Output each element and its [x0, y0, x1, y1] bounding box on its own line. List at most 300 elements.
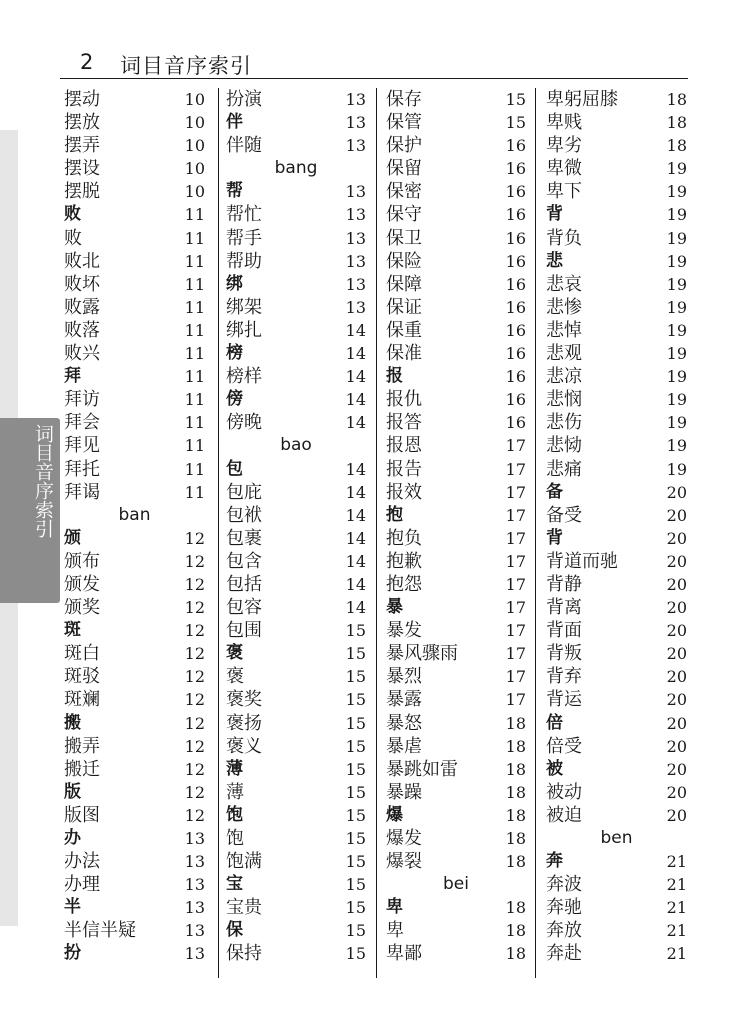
page-ref: 13	[345, 205, 366, 225]
entry-term: 卑鄙	[386, 943, 422, 965]
pinyin-label: bao	[280, 435, 312, 456]
page-ref: 21	[666, 875, 687, 895]
index-entry-row	[64, 388, 205, 411]
index-headword-row	[226, 642, 366, 665]
headword: 倍	[546, 712, 563, 733]
page-ref: 11	[184, 482, 205, 502]
page-ref: 15	[345, 690, 366, 710]
page-ref: 11	[184, 367, 205, 387]
pinyin-heading	[546, 827, 687, 850]
index-headword-row	[546, 527, 687, 550]
page-ref: 19	[666, 205, 687, 225]
headword: 背	[546, 527, 563, 548]
page-ref: 18	[666, 113, 687, 133]
index-entry-row	[64, 458, 205, 481]
page-ref: 17	[505, 644, 526, 664]
page-ref: 12	[184, 644, 205, 664]
entry-term: 败露	[64, 296, 100, 318]
page-ref: 15	[345, 759, 366, 779]
entry-term: 拜见	[64, 435, 100, 457]
entry-term: 报恩	[386, 435, 422, 457]
entry-term: 保重	[386, 319, 422, 341]
index-entry-row	[226, 827, 366, 850]
entry-term: 摆弄	[64, 135, 100, 157]
index-entry-row	[546, 573, 687, 596]
index-headword-row	[546, 203, 687, 226]
index-entry-row	[546, 434, 687, 457]
page-ref: 19	[666, 367, 687, 387]
page-ref: 15	[345, 921, 366, 941]
page-ref: 20	[666, 736, 687, 756]
entry-term: 悲悼	[546, 319, 582, 341]
entry-term: 榜样	[226, 366, 262, 388]
index-entry-row	[386, 758, 526, 781]
page-ref: 17	[505, 621, 526, 641]
page-ref: 15	[345, 805, 366, 825]
index-headword-row	[386, 896, 526, 919]
page-ref: 14	[345, 367, 366, 387]
index-column-4	[546, 88, 687, 966]
page-ref: 15	[505, 90, 526, 109]
index-column-3	[386, 88, 526, 966]
index-headword-row	[64, 365, 205, 388]
page-ref: 21	[666, 921, 687, 941]
page-ref: 14	[345, 551, 366, 571]
index-headword-row	[226, 873, 366, 896]
entry-term: 扮演	[226, 89, 262, 110]
page-ref: 20	[666, 690, 687, 710]
page-ref: 14	[345, 390, 366, 410]
entry-term: 被迫	[546, 804, 582, 826]
index-column-2	[226, 88, 366, 966]
entry-term: 暴发	[386, 620, 422, 642]
index-entry-row	[226, 712, 366, 735]
entry-term: 暴风骤雨	[386, 643, 458, 665]
index-entry-row	[64, 434, 205, 457]
entry-term: 卑微	[546, 158, 582, 180]
index-entry-row	[226, 688, 366, 711]
index-entry-row	[386, 527, 526, 550]
entry-term: 暴跳如雷	[386, 758, 458, 780]
page-ref: 17	[505, 436, 526, 456]
index-entry-row	[64, 804, 205, 827]
index-entry-row	[226, 573, 366, 596]
entry-term: 背运	[546, 689, 582, 711]
entry-term: 保管	[386, 112, 422, 134]
side-tab-label: 词目音序索引	[32, 424, 54, 538]
page-ref: 14	[345, 528, 366, 548]
index-entry-row	[64, 111, 205, 134]
entry-term: 抱负	[386, 527, 422, 549]
page-ref: 15	[345, 782, 366, 802]
header-rule	[60, 78, 688, 79]
page-ref: 15	[505, 113, 526, 133]
entry-term: 摆脱	[64, 181, 100, 203]
headword: 颁	[64, 527, 81, 548]
index-entry-row	[546, 781, 687, 804]
entry-term: 暴露	[386, 689, 422, 711]
entry-term: 搬迁	[64, 758, 100, 780]
index-entry-row	[386, 227, 526, 250]
entry-term: 搬弄	[64, 735, 100, 757]
page-ref: 19	[666, 344, 687, 364]
index-headword-row	[226, 458, 366, 481]
index-entry-row	[386, 250, 526, 273]
page-ref: 14	[345, 413, 366, 433]
index-entry-row	[546, 365, 687, 388]
page-ref: 11	[184, 436, 205, 456]
headword: 悲	[546, 250, 563, 271]
index-entry-row	[386, 203, 526, 226]
index-headword-row	[546, 250, 687, 273]
page-ref: 12	[184, 598, 205, 618]
page-ref: 19	[666, 459, 687, 479]
headword: 抱	[386, 504, 403, 525]
index-headword-row	[64, 942, 205, 965]
index-entry-row	[386, 481, 526, 504]
headword: 拜	[64, 366, 81, 387]
entry-term: 斑白	[64, 643, 100, 665]
entry-term: 包庇	[226, 481, 262, 503]
page-ref: 13	[184, 944, 205, 964]
entry-term: 版图	[64, 804, 100, 826]
page-ref: 16	[505, 205, 526, 225]
column-divider	[535, 88, 536, 978]
entry-term: 保证	[386, 296, 422, 318]
page-ref: 16	[505, 344, 526, 364]
page-ref: 18	[666, 90, 687, 109]
index-entry-row	[546, 458, 687, 481]
entry-term: 颁布	[64, 550, 100, 572]
entry-term: 保险	[386, 250, 422, 272]
page-ref: 11	[184, 459, 205, 479]
entry-term: 帮忙	[226, 204, 262, 226]
entry-term: 背离	[546, 597, 582, 619]
page-ref: 13	[345, 182, 366, 202]
page-ref: 15	[345, 736, 366, 756]
pinyin-label: bei	[443, 874, 469, 895]
entry-term: 包围	[226, 620, 262, 642]
headword: 办	[64, 828, 81, 848]
page-ref: 14	[345, 482, 366, 502]
index-headword-row	[226, 273, 366, 296]
index-entry-row	[386, 88, 526, 111]
index-headword-row	[546, 712, 687, 735]
headword: 宝	[226, 874, 243, 895]
entry-term: 抱歉	[386, 550, 422, 572]
entry-term: 暴躁	[386, 781, 422, 803]
page-ref: 14	[345, 574, 366, 594]
page-ref: 16	[505, 136, 526, 156]
entry-term: 背负	[546, 227, 582, 249]
page-ref: 17	[505, 598, 526, 618]
index-entry-row	[64, 596, 205, 619]
index-entry-row	[64, 688, 205, 711]
entry-term: 拜谒	[64, 481, 100, 503]
entry-term: 悲恸	[546, 435, 582, 457]
page-ref: 15	[345, 621, 366, 641]
index-entry-row	[546, 227, 687, 250]
page-ref: 17	[505, 551, 526, 571]
index-entry-row	[386, 296, 526, 319]
page-ref: 20	[666, 528, 687, 548]
headword: 搬	[64, 712, 81, 733]
entry-term: 颁奖	[64, 597, 100, 619]
headword: 保	[226, 920, 243, 941]
entry-term: 斑斓	[64, 689, 100, 711]
index-entry-row	[546, 319, 687, 342]
page-ref: 11	[184, 390, 205, 410]
entry-term: 报答	[386, 412, 422, 434]
index-entry-row	[64, 134, 205, 157]
page-ref: 17	[505, 459, 526, 479]
entry-term: 薄	[226, 781, 244, 803]
page-ref: 11	[184, 344, 205, 364]
entry-term: 半信半疑	[64, 920, 136, 942]
page-ref: 11	[184, 205, 205, 225]
index-entry-row	[226, 250, 366, 273]
headword: 斑	[64, 620, 81, 641]
entry-term: 背面	[546, 620, 582, 642]
index-entry-row	[226, 319, 366, 342]
page-ref: 13	[345, 90, 366, 109]
page-ref: 14	[345, 344, 366, 364]
index-entry-row	[546, 873, 687, 896]
page-ref: 17	[505, 574, 526, 594]
index-headword-row	[226, 804, 366, 827]
index-headword-row	[64, 619, 205, 642]
page-ref: 16	[505, 367, 526, 387]
entry-term: 败坏	[64, 273, 100, 295]
page-ref: 20	[666, 644, 687, 664]
index-headword-row	[546, 850, 687, 873]
index-entry-row	[226, 665, 366, 688]
entry-term: 保卫	[386, 227, 422, 249]
entry-term: 卑贱	[546, 112, 582, 134]
pinyin-heading	[64, 504, 205, 527]
index-column-1	[64, 88, 205, 966]
entry-term: 包容	[226, 597, 262, 619]
index-entry-row	[226, 942, 366, 965]
page-ref: 18	[505, 944, 526, 964]
entry-term: 卑劣	[546, 135, 582, 157]
entry-term: 拜访	[64, 389, 100, 411]
entry-term: 傍晚	[226, 412, 262, 434]
index-entry-row	[64, 180, 205, 203]
page-ref: 17	[505, 667, 526, 687]
index-headword-row	[226, 758, 366, 781]
index-entry-row	[64, 88, 205, 111]
index-entry-row	[226, 596, 366, 619]
entry-term: 颁发	[64, 573, 100, 595]
index-headword-row	[546, 758, 687, 781]
headword: 扮	[64, 943, 81, 964]
index-entry-row	[386, 550, 526, 573]
index-entry-row	[546, 619, 687, 642]
page-ref: 10	[184, 113, 205, 133]
entry-term: 悲悯	[546, 389, 582, 411]
page-ref: 20	[666, 713, 687, 733]
index-headword-row	[386, 365, 526, 388]
page-ref: 20	[666, 621, 687, 641]
index-entry-row	[226, 481, 366, 504]
page-ref: 18	[505, 921, 526, 941]
entry-term: 褒义	[226, 735, 262, 757]
index-headword-row	[226, 342, 366, 365]
page-ref: 16	[505, 274, 526, 294]
index-entry-row	[386, 134, 526, 157]
page-ref: 12	[184, 667, 205, 687]
page-ref: 11	[184, 297, 205, 317]
index-entry-row	[64, 411, 205, 434]
index-entry-row	[546, 388, 687, 411]
column-divider	[218, 88, 219, 978]
entry-term: 败兴	[64, 343, 100, 365]
headword: 卑	[386, 897, 403, 918]
headword: 报	[386, 366, 403, 387]
index-entry-row	[386, 388, 526, 411]
index-headword-row	[386, 596, 526, 619]
headword: 暴	[386, 597, 403, 618]
entry-term: 悲伤	[546, 412, 582, 434]
page-ref: 13	[345, 274, 366, 294]
column-divider	[376, 88, 377, 978]
entry-term: 备受	[546, 504, 582, 526]
page-ref: 16	[505, 390, 526, 410]
entry-term: 暴怒	[386, 712, 422, 734]
entry-term: 褒	[226, 666, 244, 688]
entry-term: 褒扬	[226, 712, 262, 734]
index-entry-row	[546, 88, 687, 111]
index-entry-row	[64, 319, 205, 342]
side-tab	[0, 418, 60, 603]
page-ref: 19	[666, 320, 687, 340]
page-ref: 20	[666, 598, 687, 618]
entry-term: 保护	[386, 135, 422, 157]
headword: 绑	[226, 273, 243, 294]
index-entry-row	[386, 273, 526, 296]
entry-term: 爆发	[386, 828, 422, 849]
index-entry-row	[386, 712, 526, 735]
entry-term: 报效	[386, 481, 422, 503]
page-ref: 10	[184, 136, 205, 156]
entry-term: 保障	[386, 273, 422, 295]
entry-term: 报仇	[386, 389, 422, 411]
page-ref: 15	[345, 944, 366, 964]
page-ref: 10	[184, 90, 205, 109]
page-ref: 12	[184, 759, 205, 779]
entry-term: 悲痛	[546, 458, 582, 480]
page-ref: 12	[184, 805, 205, 825]
page-ref: 17	[505, 505, 526, 525]
page-ref: 19	[666, 297, 687, 317]
page-ref: 13	[345, 228, 366, 248]
entry-term: 悲观	[546, 343, 582, 365]
entry-term: 摆放	[64, 112, 100, 134]
pinyin-label: bang	[274, 158, 318, 179]
entry-term: 背弃	[546, 666, 582, 688]
entry-term: 倍受	[546, 735, 582, 757]
headword: 奔	[546, 851, 563, 872]
index-entry-row	[64, 550, 205, 573]
page-ref: 11	[184, 228, 205, 248]
index-entry-row	[386, 180, 526, 203]
entry-term: 保守	[386, 204, 422, 226]
entry-term: 奔波	[546, 874, 582, 896]
page-ref: 13	[184, 921, 205, 941]
index-entry-row	[226, 88, 366, 111]
entry-term: 背叛	[546, 643, 582, 665]
page-ref: 15	[345, 644, 366, 664]
index-entry-row	[386, 411, 526, 434]
index-entry-row	[546, 596, 687, 619]
headword: 榜	[226, 343, 243, 364]
page-ref: 11	[184, 413, 205, 433]
headword: 薄	[226, 758, 243, 779]
headword: 备	[546, 481, 563, 502]
index-entry-row	[226, 504, 366, 527]
page-ref: 15	[345, 852, 366, 872]
headword: 包	[226, 458, 243, 479]
index-entry-row	[546, 896, 687, 919]
entry-term: 摆动	[64, 89, 100, 110]
index-entry-row	[226, 365, 366, 388]
page-ref: 18	[505, 852, 526, 872]
index-entry-row	[64, 227, 205, 250]
page-ref: 19	[666, 251, 687, 271]
index-headword-row	[64, 203, 205, 226]
headword: 饱	[226, 804, 243, 825]
index-entry-row	[386, 319, 526, 342]
page-ref: 18	[505, 713, 526, 733]
page-ref: 18	[505, 898, 526, 918]
entry-term: 绑架	[226, 296, 262, 318]
page-ref: 19	[666, 274, 687, 294]
entry-term: 帮助	[226, 250, 262, 272]
index-headword-row	[226, 388, 366, 411]
entry-term: 斑驳	[64, 666, 100, 688]
page-ref: 18	[505, 759, 526, 779]
page-ref: 12	[184, 621, 205, 641]
page-ref: 13	[345, 136, 366, 156]
page-ref: 13	[345, 297, 366, 317]
index-headword-row	[64, 896, 205, 919]
index-headword-row	[64, 827, 205, 850]
page-ref: 12	[184, 736, 205, 756]
pinyin-heading	[226, 434, 366, 457]
page-ref: 20	[666, 482, 687, 502]
index-entry-row	[386, 850, 526, 873]
headword: 爆	[386, 804, 403, 825]
index-entry-row	[546, 157, 687, 180]
index-entry-row	[64, 665, 205, 688]
index-entry-row	[546, 665, 687, 688]
page-ref: 12	[184, 690, 205, 710]
index-entry-row	[386, 827, 526, 850]
index-entry-row	[386, 642, 526, 665]
pinyin-label: ben	[600, 828, 633, 848]
entry-term: 摆设	[64, 158, 100, 180]
index-entry-row	[386, 157, 526, 180]
index-entry-row	[226, 527, 366, 550]
entry-term: 保准	[386, 343, 422, 365]
index-entry-row	[546, 111, 687, 134]
entry-term: 办法	[64, 851, 100, 873]
entry-term: 奔驰	[546, 897, 582, 919]
entry-term: 卑下	[546, 181, 582, 203]
entry-term: 宝贵	[226, 897, 262, 919]
page-ref: 20	[666, 667, 687, 687]
